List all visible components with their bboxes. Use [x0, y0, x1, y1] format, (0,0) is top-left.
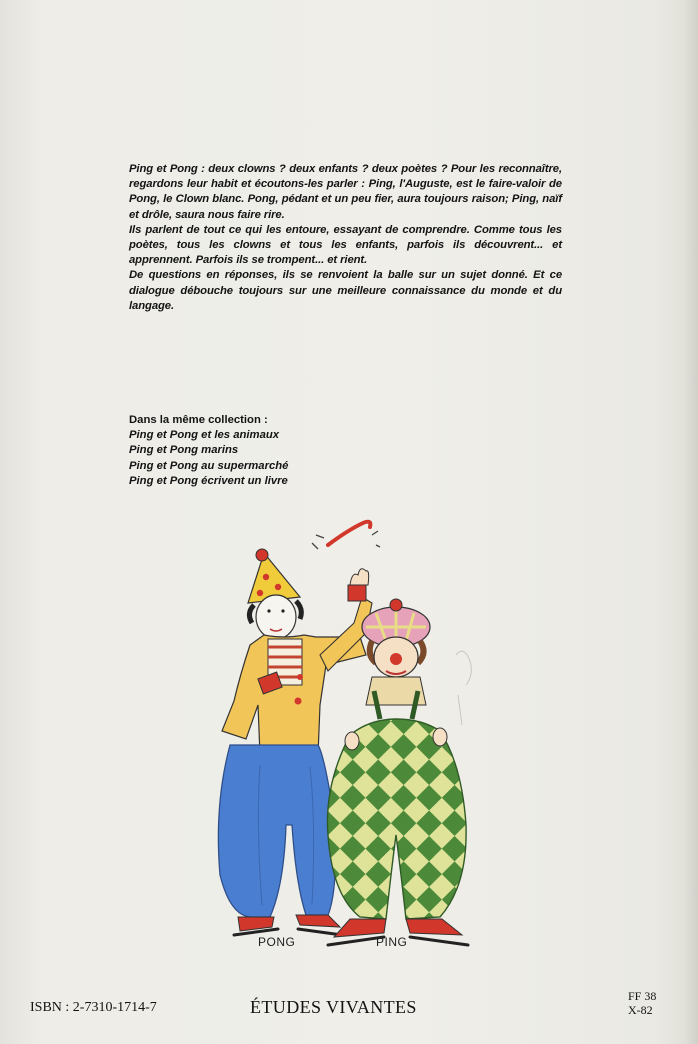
collection-heading: Dans la même collection :: [129, 414, 268, 426]
blurb-paragraph-1: Ping et Pong : deux clowns ? deux enfants ? deux poètes ? Pour les reconnaître, regardons leur habit et écoutons-les parler : Ping, l'Auguste, est le faire-valoir de Pong, le Clown blanc. Pong, pédant et un peu fier, aura toujours raison; Ping, naïf et drôle, saura nous faire rire.: [129, 163, 562, 221]
collection-title-2: Ping et Pong marins: [129, 444, 239, 457]
price-code: [628, 989, 656, 1017]
collection-title-1: Ping et Pong et les animaux: [129, 429, 280, 442]
cane-icon: [312, 522, 380, 549]
ping-label: PING: [376, 935, 408, 949]
collection-title-3: Ping et Pong au supermarché: [129, 459, 289, 472]
clowns-illustration: [200, 505, 490, 957]
price-line-1: FF 38: [628, 989, 657, 1003]
collection-list: [129, 413, 429, 489]
blurb-text: [129, 162, 562, 314]
isbn-number: ISBN : 2-7310-1714-7: [30, 1000, 157, 1015]
series-name: ÉTUDES VIVANTES: [250, 997, 417, 1017]
cover-edge-shadow: [684, 0, 698, 1044]
blurb-paragraph-3: De questions en réponses, ils se renvoient la balle sur un sujet donné. Et ce dialogue débouche toujours sur une meilleure connaissance du monde et du langage.: [129, 269, 562, 312]
ping-clown-figure: [320, 569, 468, 945]
blurb-paragraph-2: Ils parlent de tout ce qui les entoure, essayant de comprendre. Comme tous les poètes, tous les clowns et tous les enfants, parfois ils découvrent... et apprennent. Parfois ils se trompent... et rient.: [129, 223, 562, 267]
pong-label: PONG: [258, 935, 296, 949]
collection-title-4: Ping et Pong écrivent un livre: [129, 474, 288, 487]
price-line-2: X-82: [628, 1003, 653, 1017]
